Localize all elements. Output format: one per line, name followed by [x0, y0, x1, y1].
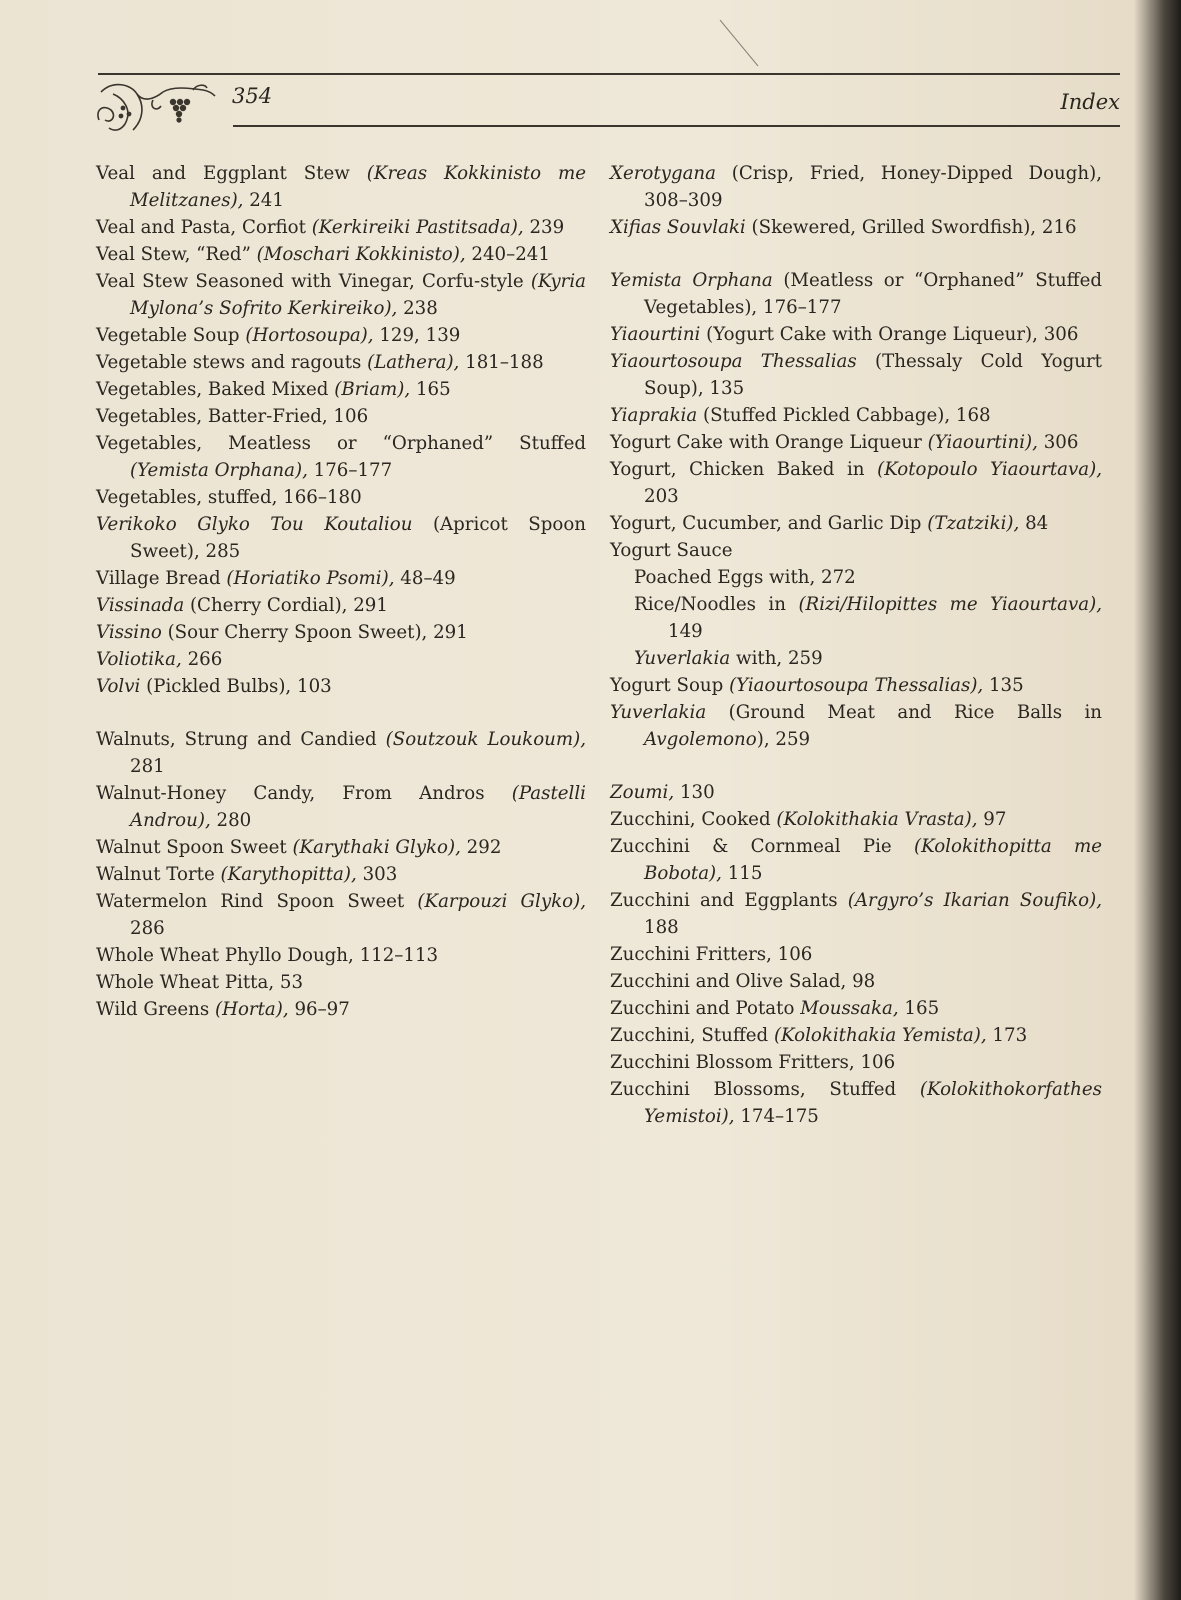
index-entry-text: 173 [986, 1025, 1028, 1046]
index-entry-text: (Cherry Cordial), 291 [184, 595, 388, 616]
index-entry-text: Zucchini Blossoms, Stuffed [610, 1079, 920, 1100]
index-entry [96, 996, 586, 1023]
index-entry [610, 160, 1102, 214]
index-entry [96, 403, 586, 430]
index-entry-text: 181–188 [459, 352, 544, 373]
index-entry-text: Yogurt, Chicken Baked in [610, 459, 878, 480]
index-entry [610, 402, 1102, 429]
index-entry-text: Veal Stew Seasoned with Vinegar, Corfu-style [96, 271, 531, 292]
index-entry-italic-term: Volvi [96, 676, 141, 697]
index-entry-italic-term: (Moschari Kokkinisto), [256, 244, 466, 265]
index-entry [96, 160, 586, 214]
index-entry-text: Walnut Torte [96, 864, 221, 885]
index-entry-text: 165 [898, 998, 940, 1019]
index-entry [610, 429, 1102, 456]
index-entry [610, 672, 1102, 699]
index-entry-italic-term: (Rizi/Hilopittes me Yiaourtava), [798, 594, 1102, 615]
index-entry-italic-term: Verikoko Glyko Tou Koutaliou [96, 514, 413, 535]
index-entry-text: Walnuts, Strung and Candied [96, 729, 386, 750]
index-entry [96, 673, 586, 700]
index-entry-text: 281 [130, 756, 165, 777]
index-entry-italic-term: (Kotopoulo Yiaourtava), [877, 459, 1103, 480]
index-entry-text: Vegetables, stuffed, 166–180 [96, 487, 362, 508]
index-entry-text: Yogurt, Cucumber, and Garlic Dip [610, 513, 928, 534]
index-entry-italic-term: Yemista Orphana [610, 270, 773, 291]
index-entry [96, 780, 586, 834]
index-entry-italic-term: Yuverlakia [634, 648, 731, 669]
index-entry [610, 779, 1102, 806]
index-entry-italic-term: (Karythaki Glyko), [292, 837, 461, 858]
index-entry-text: 266 [181, 649, 223, 670]
index-entry-text: 292 [460, 837, 502, 858]
index-entry [610, 456, 1102, 510]
index-entry-text: ), 259 [756, 729, 811, 750]
page-header [0, 0, 1181, 140]
index-entry-italic-term: (Briam), [334, 379, 411, 400]
index-entry-text: Whole Wheat Phyllo Dough, 112–113 [96, 945, 439, 966]
index-entry-italic-term: (Kerkireiki Pastitsada), [311, 217, 524, 238]
page-number: 354 [232, 84, 273, 108]
index-entry [96, 726, 586, 780]
index-entry-text: 188 [644, 917, 679, 938]
index-entry-text: 115 [721, 863, 763, 884]
index-entry [610, 510, 1102, 537]
index-entry-italic-term: Voliotika, [96, 649, 182, 670]
index-entry [610, 941, 1102, 968]
index-entry-italic-term: (Lathera), [367, 352, 460, 373]
index-entry-text: Zucchini, Stuffed [610, 1025, 774, 1046]
index-entry-italic-term: Zoumi, [610, 782, 675, 803]
index-entry [96, 322, 586, 349]
index-entry-italic-term: (Kolokithokorfathes Yemistoi), [644, 1079, 1102, 1127]
index-entry [610, 348, 1102, 402]
index-entry-text: Veal and Pasta, Corfiot [96, 217, 312, 238]
index-entry-text: Zucchini, Cooked [610, 809, 777, 830]
index-entry [610, 806, 1102, 833]
index-entry-italic-term: (Kolokithopitta me Bobota), [644, 836, 1103, 884]
index-entry-text: 165 [410, 379, 451, 400]
index-entry-italic-term: Yiaourtosoupa Thessalias [610, 351, 857, 372]
index-entry-italic-term: Vissinada [96, 595, 185, 616]
index-entry-text: 149 [668, 621, 703, 642]
index-entry [610, 1076, 1102, 1130]
index-entry-text: Poached Eggs with, 272 [634, 567, 856, 588]
index-entry-text: Vegetables, Batter-Fried, 106 [96, 406, 369, 427]
index-entry-text: (Thessaly Cold Yogurt Soup), 135 [644, 351, 1102, 399]
index-entry-text: (Stuffed Pickled Cabbage), 168 [697, 405, 991, 426]
index-entry-text: Wild Greens [96, 999, 216, 1020]
index-entry-text: Vegetables, Meatless or “Orphaned” Stuffed [96, 433, 586, 454]
index-entry-italic-term: (Horta), [215, 999, 289, 1020]
index-entry-text: Zucchini Fritters, 106 [610, 944, 813, 965]
index-entry-italic-term: (Soutzouk Loukoum), [385, 729, 586, 750]
index-entry-text: Vegetable Soup [96, 325, 246, 346]
index-entry-text: 306 [1037, 432, 1079, 453]
index-entry-text: 303 [356, 864, 398, 885]
index-entry [96, 592, 586, 619]
index-entry-italic-term: (Yiaourtosoupa Thessalias), [729, 675, 984, 696]
index-entry [96, 268, 586, 322]
index-entry [610, 1022, 1102, 1049]
index-entry-text: 241 [243, 190, 284, 211]
index-entry [610, 537, 1102, 564]
index-entry-text: with, 259 [730, 648, 823, 669]
index-entry-italic-term: (Pastelli Androu), [130, 783, 586, 831]
index-entry-text: (Crisp, Fried, Honey-Dipped Dough), 308–309 [644, 163, 1102, 211]
index-entry-italic-term: (Hortosoupa), [245, 325, 374, 346]
index-entry-text: 84 [1019, 513, 1049, 534]
index-entry-italic-term: (Kolokithakia Yemista), [773, 1025, 987, 1046]
index-entry-text: Watermelon Rind Spoon Sweet [96, 891, 418, 912]
index-entry-italic-term: Vissino [96, 622, 162, 643]
index-entry-text: Yogurt Soup [610, 675, 730, 696]
index-entry-italic-term: (Tzatziki), [927, 513, 1020, 534]
index-entry [96, 834, 586, 861]
index-entry [96, 942, 586, 969]
header-rule-bottom [233, 125, 1120, 127]
index-entry-text: (Ground Meat and Rice Balls in [706, 702, 1102, 723]
index-entry-italic-term: Moussaka, [800, 998, 899, 1019]
grape-vine-ornament-icon [93, 80, 218, 138]
index-entry-italic-term: (Karpouzi Glyko), [417, 891, 586, 912]
index-entry-text: 174–175 [734, 1106, 819, 1127]
index-entry-text: Veal and Eggplant Stew [96, 163, 367, 184]
index-entry-italic-term: Yiaprakia [610, 405, 698, 426]
index-entry-italic-term: (Kolokithakia Vrasta), [776, 809, 978, 830]
index-entry [96, 969, 586, 996]
index-entry [96, 861, 586, 888]
index-entry [610, 321, 1102, 348]
index-entry [96, 430, 586, 484]
index-entry-italic-term: (Kreas Kokkinisto me Melitzanes), [130, 163, 586, 211]
index-entry [610, 214, 1102, 241]
index-entry-text: (Yogurt Cake with Orange Liqueur), 306 [700, 324, 1079, 345]
index-entry [610, 267, 1102, 321]
index-entry-text: 130 [674, 782, 715, 803]
index-entry-text: Walnut Spoon Sweet [96, 837, 293, 858]
index-entry-italic-term: (Yiaourtini), [927, 432, 1038, 453]
index-entry [96, 214, 586, 241]
index-entry-text: 286 [130, 918, 165, 939]
index-entry [96, 349, 586, 376]
index-entry [96, 241, 586, 268]
index-entry-text: 240–241 [465, 244, 550, 265]
index-entry [96, 619, 586, 646]
index-entry [96, 888, 586, 942]
index-column-right [610, 160, 1102, 1130]
index-entry-text: 129, 139 [373, 325, 461, 346]
index-entry-italic-term: Xerotygana [610, 163, 716, 184]
index-entry [610, 968, 1102, 995]
index-entry-text: 203 [644, 486, 679, 507]
index-entry [96, 511, 586, 565]
index-entry-italic-term: Xifias Souvlaki [610, 217, 746, 238]
index-entry-text: Veal Stew, “Red” [96, 244, 257, 265]
index-entry-italic-term: (Karythopitta), [220, 864, 357, 885]
index-entry-italic-term: (Horiatiko Psomi), [226, 568, 395, 589]
index-entry-text: (Sour Cherry Spoon Sweet), 291 [161, 622, 468, 643]
index-entry-italic-term: Yiaourtini [610, 324, 701, 345]
index-entry-text: 135 [983, 675, 1024, 696]
index-entry-text: Zucchini and Olive Salad, 98 [610, 971, 876, 992]
index-entry [96, 646, 586, 673]
index-entry-text: Walnut-Honey Candy, From Andros [96, 783, 512, 804]
index-entry-text: Vegetable stews and ragouts [96, 352, 368, 373]
index-entry-italic-term: Avgolemono [644, 729, 757, 750]
index-entry-text: (Meatless or “Orphaned” Stuffed Vegetables), 176–177 [644, 270, 1102, 318]
index-entry [610, 564, 1102, 591]
index-entry [610, 995, 1102, 1022]
index-entry-text: Whole Wheat Pitta, 53 [96, 972, 304, 993]
index-entry-text: (Apricot Spoon Sweet), 285 [130, 514, 586, 562]
index-entry-text: 96–97 [288, 999, 350, 1020]
index-entry-text: 239 [523, 217, 565, 238]
index-entry-text: (Skewered, Grilled Swordfish), 216 [745, 217, 1077, 238]
index-entry-text: 97 [977, 809, 1007, 830]
index-entry-italic-term: (Argyro’s Ikarian Soufiko), [847, 890, 1103, 911]
index-entry-italic-term: Yuverlakia [610, 702, 707, 723]
index-entry [610, 591, 1102, 645]
index-entry-text: 238 [397, 298, 438, 319]
index-entry-text: Zucchini & Cornmeal Pie [610, 836, 915, 857]
index-entry-text: Village Bread [96, 568, 227, 589]
index-entry-italic-term: (Kyria Mylona’s Sofrito Kerkireiko), [130, 271, 586, 319]
index-entry-text: Zucchini Blossom Fritters, 106 [610, 1052, 896, 1073]
index-entry [610, 699, 1102, 753]
index-entry [96, 376, 586, 403]
header-rule-top [98, 73, 1120, 75]
index-entry [610, 833, 1102, 887]
index-entry-text: Zucchini and Potato [610, 998, 801, 1019]
index-entry [96, 565, 586, 592]
paper-crease-mark [718, 18, 768, 68]
index-entry-text: 280 [210, 810, 252, 831]
index-entry-text: Yogurt Sauce [610, 540, 733, 561]
running-head: Index [1060, 90, 1120, 114]
index-entry-italic-term: (Yemista Orphana), [130, 460, 308, 481]
index-entry-text: 176–177 [307, 460, 393, 481]
index-entry [96, 484, 586, 511]
index-entry [610, 1049, 1102, 1076]
index-entry-text: Zucchini and Eggplants [610, 890, 848, 911]
index-entry [610, 887, 1102, 941]
index-entry-text: 48–49 [394, 568, 456, 589]
index-entry-text: Vegetables, Baked Mixed [96, 379, 335, 400]
index-entry [610, 645, 1102, 672]
index-entry-text: Yogurt Cake with Orange Liqueur [610, 432, 928, 453]
index-entry-text: (Pickled Bulbs), 103 [140, 676, 332, 697]
index-column-left [96, 160, 586, 1023]
index-entry-text: Rice/Noodles in [634, 594, 799, 615]
